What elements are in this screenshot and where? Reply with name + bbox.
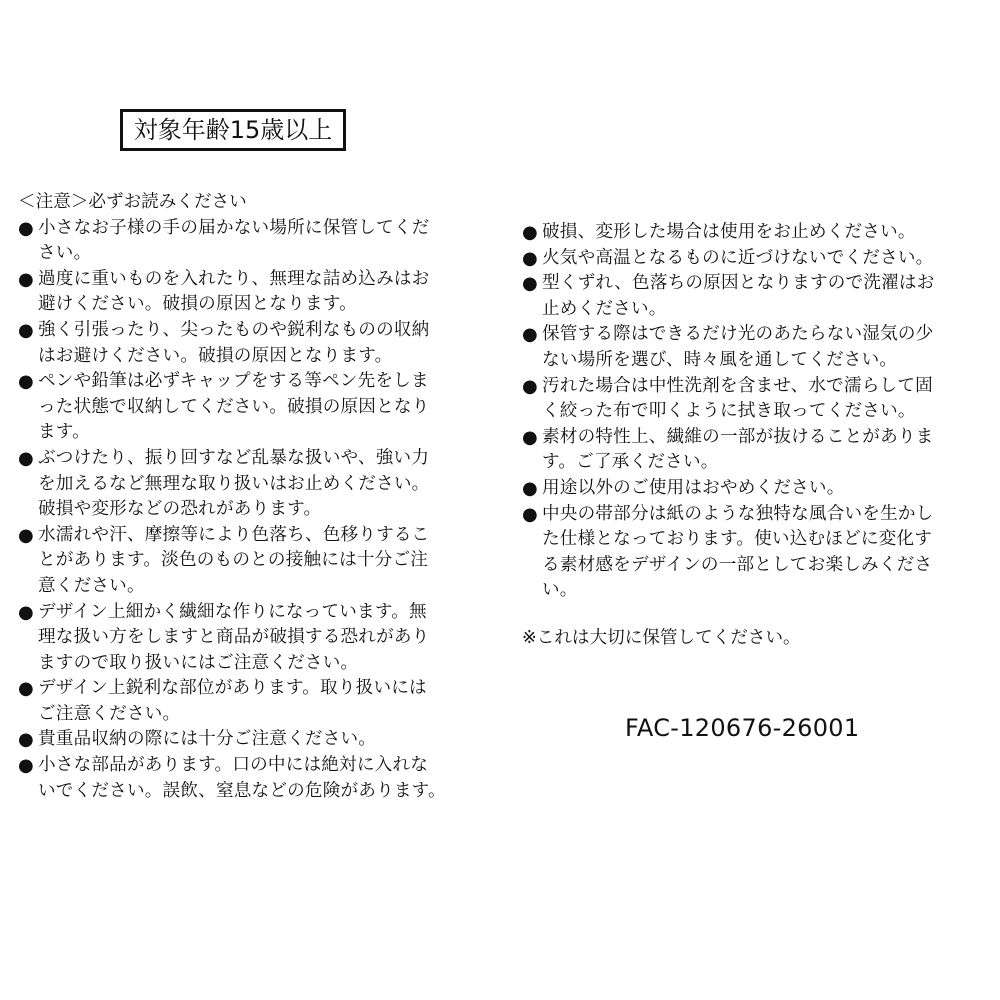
bullet-icon: ●: [18, 524, 34, 546]
bullet-icon: ●: [522, 222, 538, 243]
caution-item-text: 過度に重いものを入れたり、無理な詰め込みはお 避けください。破損の原因となります。: [38, 268, 430, 315]
bullet-icon: ●: [522, 247, 538, 269]
caution-item-text: 小さなお子様の手の届かない場所に保管してくだ さい。: [38, 217, 430, 264]
bullet-icon: ●: [522, 273, 538, 295]
caution-item-text: ペンや鉛筆は必ずキャップをする等ペン先をしま った状態で収納してください。破損の原因となり ます。: [38, 371, 430, 443]
caution-item-text: 素材の特性上、繊維の一部が抜けることがありま す。ご了承ください。: [542, 426, 934, 473]
caution-item-text: 中央の帯部分は紙のような独特な風合いを生かし た仕様となっております。使い込むほどに変化す る素材感をデザインの一部としてお楽しみくださ い。: [542, 503, 934, 601]
caution-item: [522, 502, 978, 604]
caution-item: [522, 425, 978, 476]
bullet-icon: ●: [18, 268, 34, 290]
caution-item: [18, 446, 488, 523]
caution-heading: ＜注意＞必ずお読みください: [18, 192, 247, 212]
caution-item: [522, 271, 978, 322]
caution-item: [18, 600, 488, 677]
bullet-icon: ●: [18, 447, 34, 469]
caution-left-column: [18, 190, 488, 804]
caution-item: [18, 216, 488, 267]
bullet-icon: ●: [18, 601, 34, 623]
bullet-icon: ●: [522, 375, 538, 397]
product-code: FAC-120676-26001: [625, 714, 860, 742]
caution-item: [522, 476, 978, 502]
bullet-icon: ●: [18, 729, 34, 751]
caution-list-left: [18, 216, 488, 805]
caution-item-text: ぶつけたり、振り回すなど乱暴な扱いや、強い力 を加えるなど無理な取り扱いはお止めください。 破損や変形などの恐れがあります。: [38, 447, 430, 520]
caution-item: [522, 374, 978, 425]
caution-item-text: 破損、変形した場合は使用をお止めください。: [542, 222, 916, 242]
caution-item-text: デザイン上鋭利な部位があります。取り扱いには ご注意ください。: [38, 678, 427, 724]
bullet-icon: ●: [18, 678, 34, 700]
caution-item: [18, 369, 488, 446]
caution-right-column: [522, 220, 978, 604]
caution-item-text: 小さな部品があります。口の中には絶対に入れな いでください。誤飲、窒息などの危険があります。: [38, 755, 446, 801]
age-rating-box: 対象年齢15歳以上: [120, 109, 346, 151]
bullet-icon: ●: [18, 755, 34, 777]
bullet-icon: ●: [18, 319, 34, 341]
bullet-icon: ●: [18, 217, 34, 239]
caution-item-text: 保管する際はできるだけ光のあたらない湿気の少 ない場所を選び、時々風を通してください。: [542, 324, 934, 370]
caution-item: [522, 246, 978, 272]
caution-item: [18, 267, 488, 318]
bullet-icon: ●: [522, 503, 538, 525]
caution-item-text: デザイン上細かく繊細な作りになっています。無 理な扱い方をしますと商品が破損する恐れがあり ますので取り扱いにはご注意ください。: [38, 601, 430, 673]
caution-item: [522, 322, 978, 373]
caution-item-text: 強く引張ったり、尖ったものや鋭利なものの収納 はお避けください。破損の原因となります。: [38, 319, 430, 366]
storage-note: ※これは大切に保管してください。: [522, 628, 801, 648]
caution-item: [18, 318, 488, 369]
caution-item-text: 汚れた場合は中性洗剤を含ませ、水で濡らして固 く絞った布で叩くように拭き取ってください。: [542, 375, 933, 422]
caution-item-text: 用途以外のご使用はおやめください。: [542, 477, 845, 498]
caution-item: [18, 523, 488, 600]
caution-item: [18, 676, 488, 727]
caution-item: [18, 753, 488, 804]
caution-item-text: 貴重品収納の際には十分ご注意ください。: [38, 729, 377, 750]
bullet-icon: ●: [18, 371, 34, 393]
bullet-icon: ●: [522, 324, 538, 346]
bullet-icon: ●: [522, 426, 538, 448]
caution-item: [18, 727, 488, 753]
bullet-icon: ●: [522, 477, 538, 499]
caution-item-text: 型くずれ、色落ちの原因となりますので洗濯はお 止めください。: [542, 273, 935, 319]
caution-item-text: 水濡れや汗、摩擦等により色落ち、色移りするこ とがあります。淡色のものとの接触には十分ご注 意ください。: [38, 524, 430, 596]
caution-list-right: [522, 220, 978, 604]
caution-item: [522, 220, 978, 246]
caution-item-text: 火気や高温となるものに近づけないでください。: [542, 247, 934, 268]
